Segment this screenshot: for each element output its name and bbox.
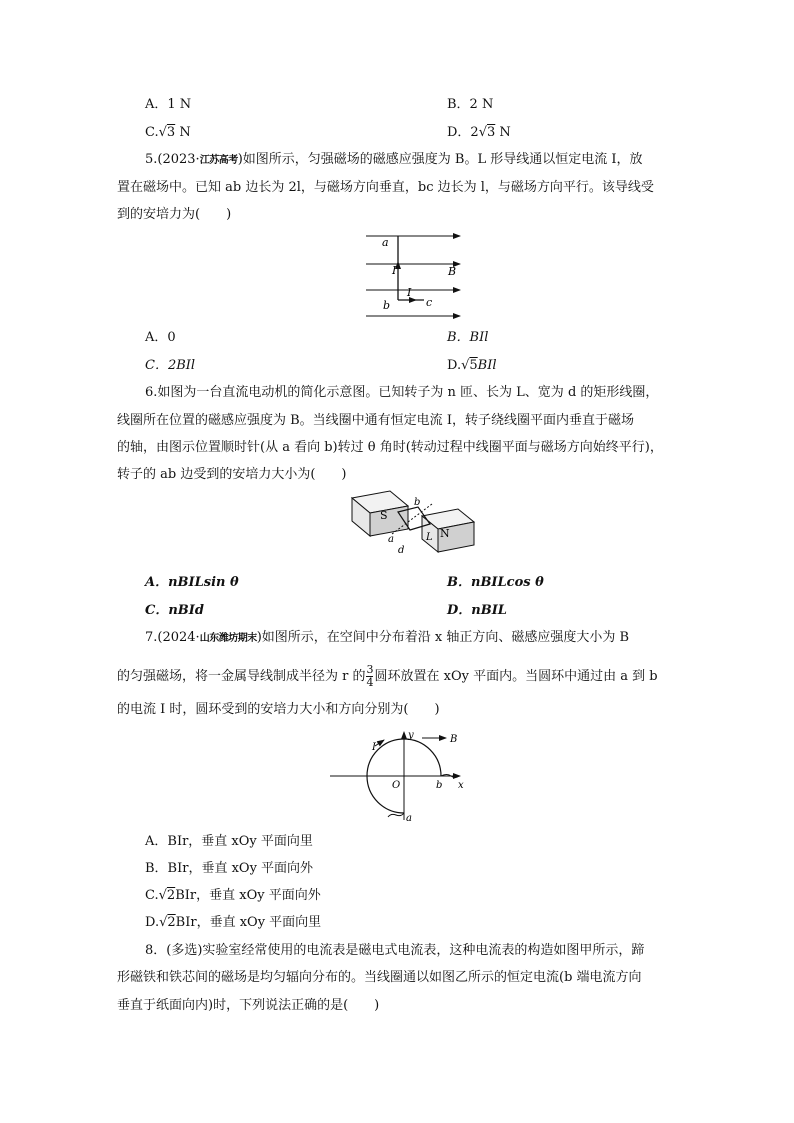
q6-stem-line-3: 的轴，由图示位置顺时针(从 a 看向 b)转过 θ 角时(转动过程中线圈平面与磁场方向始终平行)，	[117, 440, 663, 455]
label-x: x	[458, 780, 464, 791]
q4-option-b: B．2 N	[447, 97, 494, 112]
q6-option-b: B．nBILcos θ	[447, 575, 544, 590]
q8-stem-line-1: 8．(多选)实验室经常使用的电流表是磁电式电流表，这种电流表的构造如图甲所示，蹄	[145, 943, 645, 958]
label-a: a	[406, 813, 412, 824]
label-d: d	[398, 545, 405, 556]
label-b: b	[436, 780, 443, 791]
q6-option-c: C．nBId	[145, 603, 204, 618]
label-n: N	[440, 527, 450, 540]
q6-stem-line-2: 线圈所在位置的磁感应强度为 B。当线圈中通有恒定电流 I，转子绕线圈平面内垂直于磁场	[117, 413, 634, 428]
q5-source: 江苏高考	[199, 155, 238, 166]
q7-stem-line-3: 的电流 I 时，圆环受到的安培力大小和方向分别为( )	[117, 702, 440, 717]
q7-option-d: D.√2BIr，垂直 xOy 平面向里	[145, 915, 322, 930]
q6-motor-figure	[350, 490, 475, 558]
q5-stem-line-1: 5.(2023·江苏高考)如图所示，匀强磁场的磁感应强度为 B。L 形导线通以恒定电流 I，放	[145, 152, 643, 167]
label-a: a	[388, 534, 394, 545]
q5-stem-line-3: 到的安培力为( )	[117, 207, 232, 222]
label-b: b	[383, 299, 391, 312]
q5-figure	[362, 228, 462, 328]
q5-option-b: B．BIl	[447, 330, 489, 345]
q7-source: 山东潍坊期末	[199, 633, 257, 644]
q7-option-b: B．BIr，垂直 xOy 平面向外	[145, 861, 314, 876]
label-current-2: I	[407, 286, 412, 299]
q5-option-a: A．0	[145, 330, 176, 345]
q4-option-a: A．1 N	[145, 97, 192, 112]
label-c: c	[426, 296, 433, 309]
q6-option-a: A．nBILsin θ	[145, 575, 239, 590]
label-field-b: B	[448, 265, 457, 278]
label-b: b	[414, 497, 421, 508]
q7-stem-line-2: 的匀强磁场，将一金属导线制成半径为 r 的 $\frac{3}{4}$ 圆环放置在 xOy 平面内。当圆环中通过由 a 到 b	[117, 663, 658, 689]
q6-stem-line-1: 6.如图为一台直流电动机的简化示意图。已知转子为 n 匝、长为 L、宽为 d 的矩形线圈，	[145, 385, 659, 400]
label-field-b: B	[450, 734, 458, 745]
fraction-three-quarters: $\frac{3}{4}$	[366, 663, 374, 689]
q4-option-d: D．2√3 N	[447, 125, 511, 140]
q7-option-c: C.√2BIr，垂直 xOy 平面向外	[145, 888, 321, 903]
q5-option-d: D.√5BIl	[447, 358, 497, 373]
label-current-1: I	[392, 264, 397, 277]
q5-stem-line-2: 置在磁场中。已知 ab 边长为 2l，与磁场方向垂直，bc 边长为 l，与磁场方向平行。该导线受	[117, 180, 654, 195]
label-i: I	[372, 742, 376, 753]
q5-option-c: C．2BIl	[145, 358, 196, 373]
label-a: a	[382, 236, 389, 249]
lead-a	[388, 813, 404, 817]
q6-option-d: D．nBIL	[447, 603, 507, 618]
q7-stem-line-1: 7.(2024·山东潍坊期末)如图所示，在空间中分布着沿 x 轴正方向、磁感应强度大小为 B	[145, 630, 630, 645]
label-o: O	[392, 780, 401, 791]
q8-stem-line-3: 垂直于纸面向内)时，下列说法正确的是( )	[117, 998, 380, 1013]
label-y: y	[408, 730, 414, 741]
q8-stem-line-2: 形磁铁和铁芯间的磁场是均匀辐向分布的。当线圈通以如图乙所示的恒定电流(b 端电流方向	[117, 970, 642, 985]
label-s: S	[380, 509, 388, 522]
q4-option-c: C.√3 N	[145, 125, 191, 140]
q6-stem-line-4: 转子的 ab 边受到的安培力大小为( )	[117, 467, 347, 482]
label-l: L	[426, 532, 433, 543]
q7-ring-figure	[328, 728, 468, 828]
q7-option-a: A．BIr，垂直 xOy 平面向里	[145, 834, 313, 849]
